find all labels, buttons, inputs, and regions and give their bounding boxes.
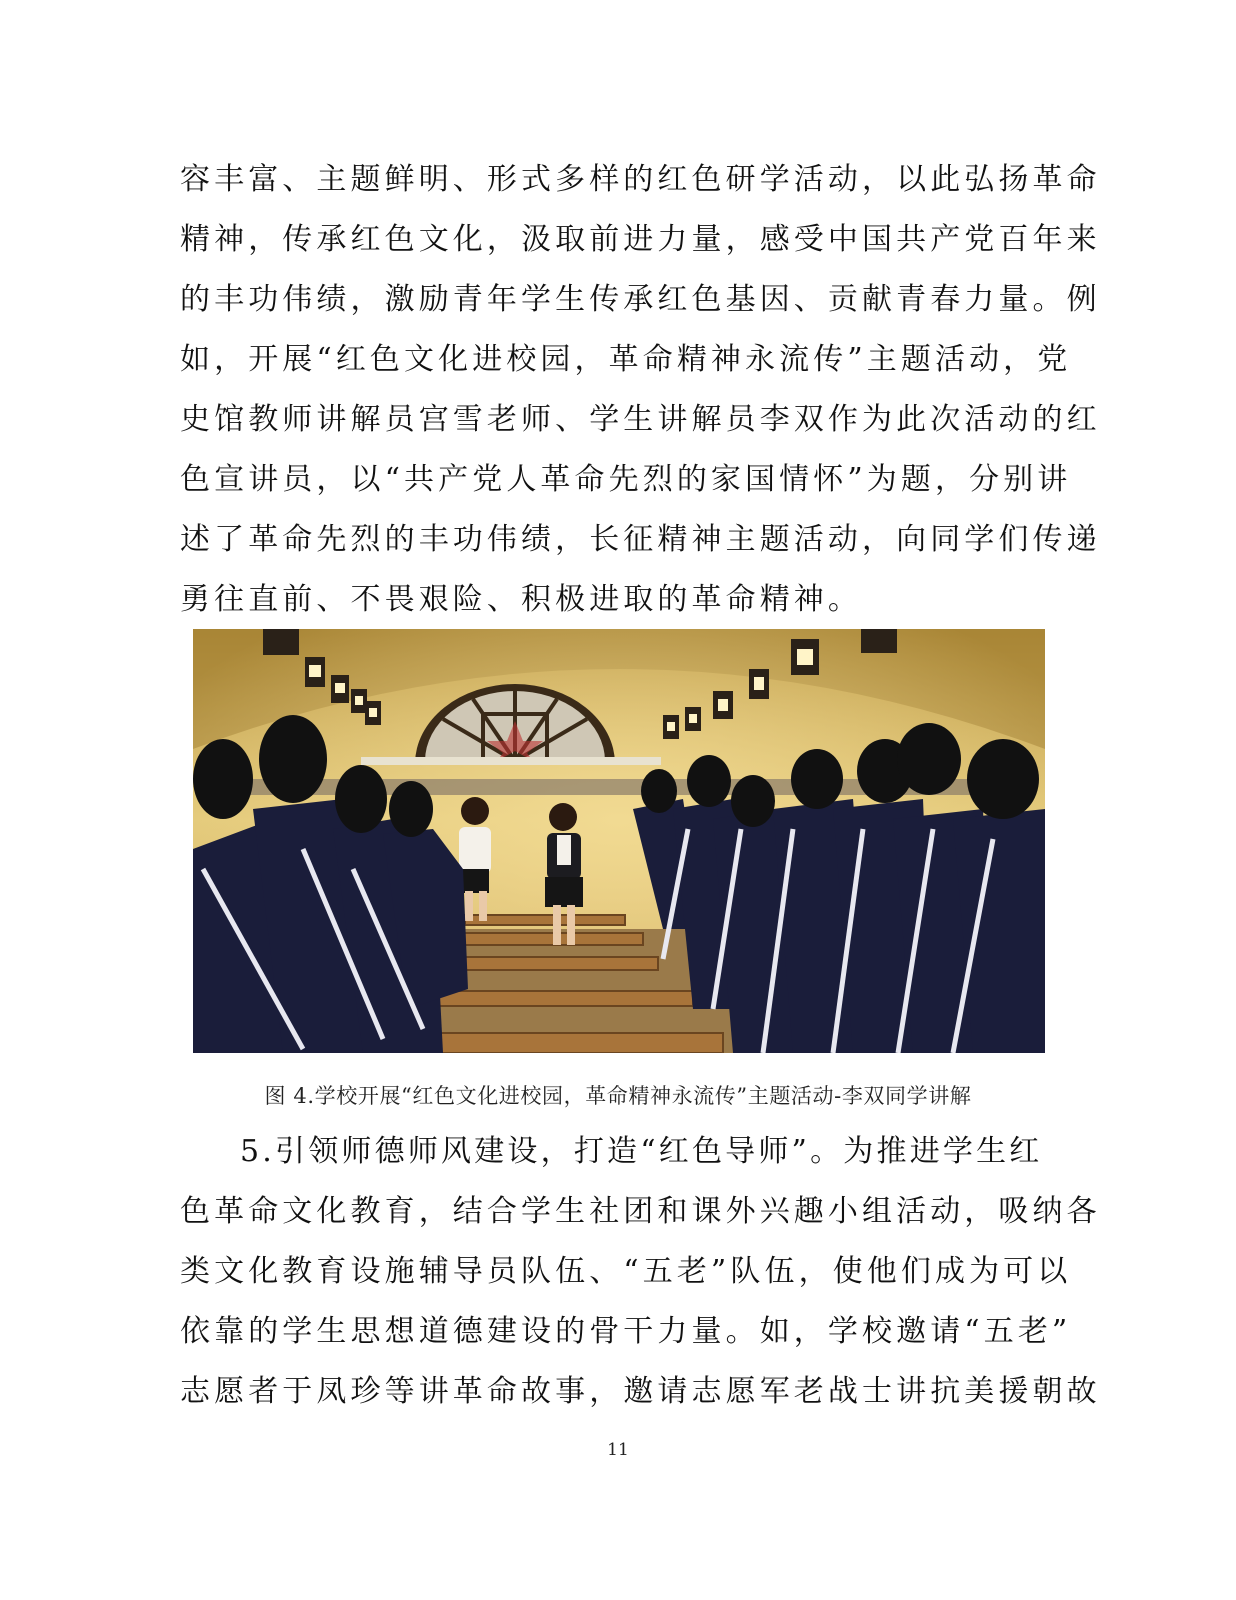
paragraph-line: 5.引领师德师风建设，打造“红色导师”。为推进学生红 [240, 1134, 1043, 1169]
paragraph-2 [180, 1122, 1101, 1422]
paragraph-line: 类文化教育设施辅导员队伍、“五老”队伍，使他们成为可以 [180, 1254, 1072, 1289]
activity-photo [193, 629, 1045, 1053]
paragraph-line: 勇往直前、不畏艰险、积极进取的革命精神。 [180, 582, 862, 617]
paragraph-line: 述了革命先烈的丰功伟绩，长征精神主题活动，向同学们传递 [180, 522, 1101, 557]
paragraph-1 [180, 150, 1101, 630]
paragraph-line: 志愿者于凤珍等讲革命故事，邀请志愿军老战士讲抗美援朝故 [180, 1374, 1101, 1409]
paragraph-line: 史馆教师讲解员宫雪老师、学生讲解员李双作为此次活动的红 [180, 402, 1101, 437]
paragraph-line: 色革命文化教育，结合学生社团和课外兴趣小组活动，吸纳各 [180, 1194, 1101, 1229]
paragraph-line: 色宣讲员，以“共产党人革命先烈的家国情怀”为题，分别讲 [180, 462, 1072, 497]
paragraph-line: 依靠的学生思想道德建设的骨干力量。如，学校邀请“五老” [180, 1314, 1072, 1349]
paragraph-line: 容丰富、主题鲜明、形式多样的红色研学活动，以此弘扬革命 [180, 162, 1101, 197]
page-number: 11 [607, 1440, 629, 1460]
paragraph-line: 精神，传承红色文化，汲取前进力量，感受中国共产党百年来 [180, 222, 1101, 257]
figure-caption: 图 4.学校开展“红色文化进校园，革命精神永流传”主题活动-李双同学讲解 [264, 1084, 972, 1108]
paragraph-line: 的丰功伟绩，激励青年学生传承红色基因、贡献青春力量。例 [180, 282, 1101, 317]
paragraph-line: 如，开展“红色文化进校园，革命精神永流传”主题活动，党 [180, 342, 1072, 377]
